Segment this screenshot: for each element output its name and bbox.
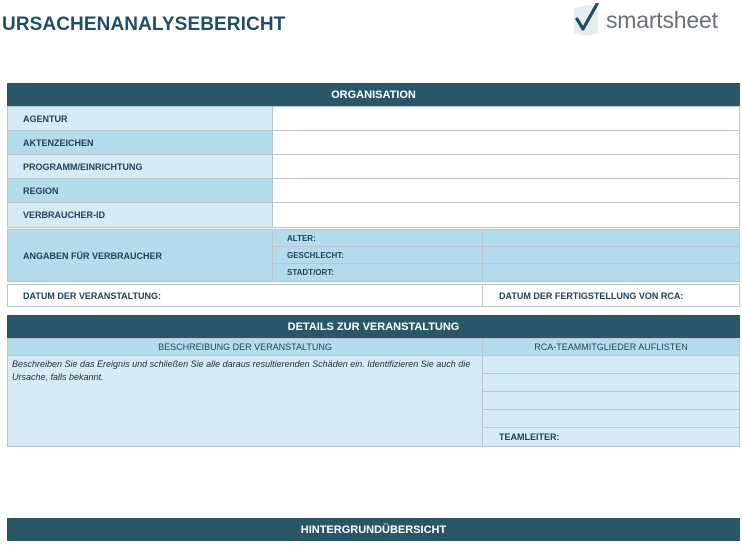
consumer-id-field[interactable] <box>272 202 740 228</box>
team-leader-field[interactable]: TEAMLEITER: <box>482 427 740 447</box>
program-facility-label: PROGRAMM/EINRICHTUNG <box>7 154 273 179</box>
gender-field[interactable] <box>482 246 740 264</box>
program-facility-field[interactable] <box>272 154 740 179</box>
agency-label: AGENTUR <box>7 106 273 131</box>
team-member-row[interactable] <box>482 355 740 374</box>
organisation-header: ORGANISATION <box>7 83 740 106</box>
completion-date-field[interactable]: DATUM DER FERTIGSTELLUNG VON RCA: <box>482 284 740 307</box>
gender-label: GESCHLECHT: <box>272 246 483 264</box>
event-details-header: DETAILS ZUR VERANSTALTUNG <box>7 315 740 338</box>
age-label: ALTER: <box>272 229 483 247</box>
consumer-id-label: VERBRAUCHER-ID <box>7 202 273 228</box>
smartsheet-logo <box>571 2 718 38</box>
page-title: URSACHENANALYSEBERICHT <box>2 14 286 35</box>
team-members-header: RCA-TEAMMITGLIEDER AUFLISTEN <box>482 338 740 356</box>
team-member-row[interactable] <box>482 391 740 410</box>
file-number-label: AKTENZEICHEN <box>7 130 273 155</box>
agency-field[interactable] <box>272 106 740 131</box>
team-member-row[interactable] <box>482 409 740 428</box>
city-field[interactable] <box>482 263 740 282</box>
region-field[interactable] <box>272 178 740 203</box>
event-description-text: Beschreiben Sie das Ereignis und schließen Sie alle daraus resultierenden Schäden ein. Identifizieren Sie auch die Ursache, falls bekannt. <box>12 359 471 382</box>
file-number-field[interactable] <box>272 130 740 155</box>
consumer-info-label: ANGABEN FÜR VERBRAUCHER <box>7 229 273 282</box>
check-logo-icon <box>571 3 603 37</box>
age-field[interactable] <box>482 229 740 247</box>
event-description-header: BESCHREIBUNG DER VERANSTALTUNG <box>7 338 483 356</box>
background-overview-header: HINTERGRUNDÜBERSICHT <box>7 518 740 541</box>
city-label: STADT/ORT: <box>272 263 483 282</box>
region-label: REGION <box>7 178 273 203</box>
team-member-row[interactable] <box>482 373 740 392</box>
logo-text: smartsheet <box>606 6 718 33</box>
event-date-field[interactable]: DATUM DER VERANSTALTUNG: <box>7 284 483 307</box>
